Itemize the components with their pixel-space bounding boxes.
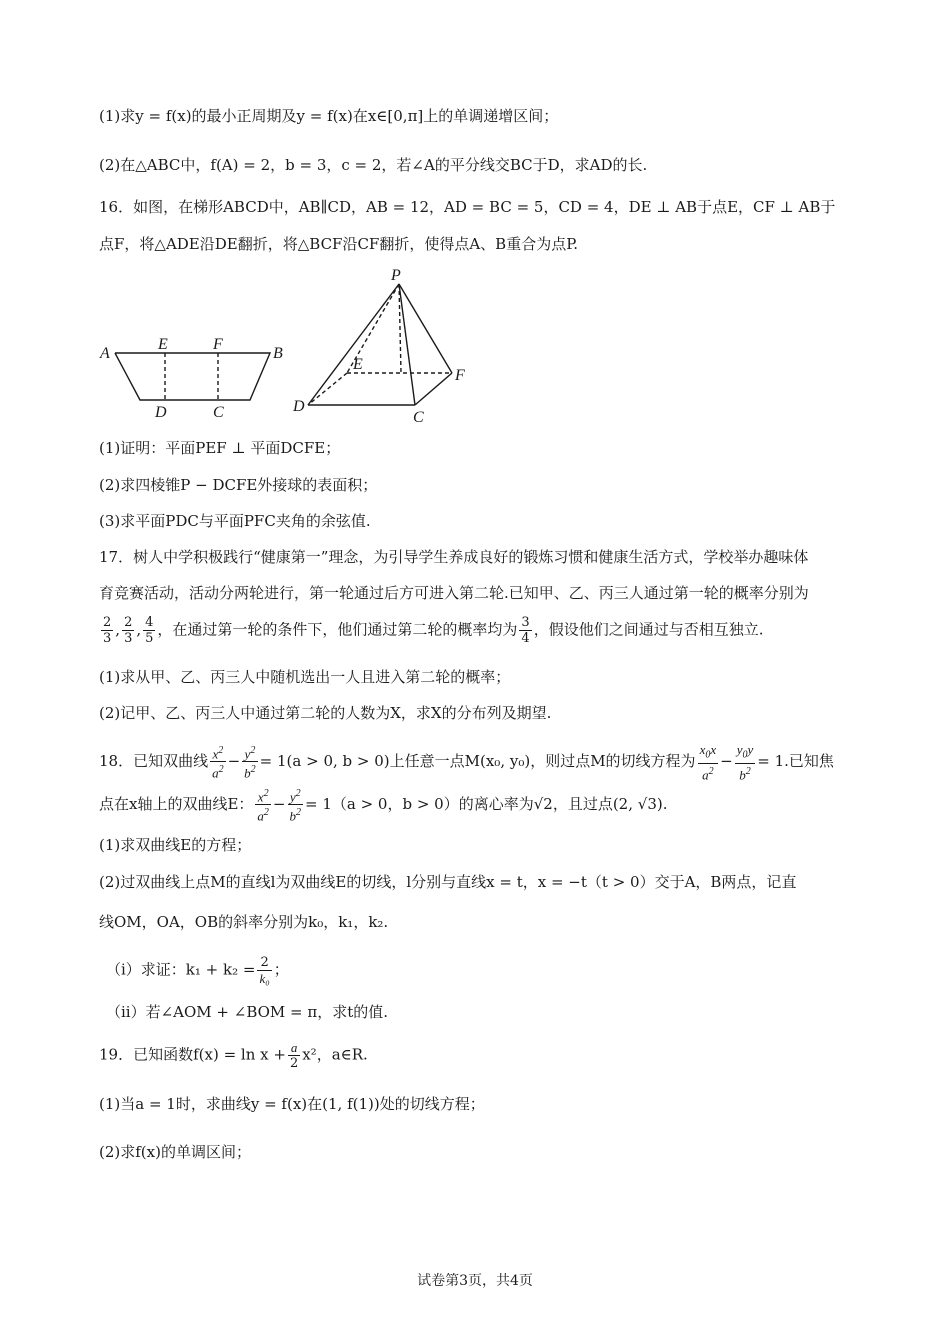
tangent-x-term: $\frac{x_0x}{a^2}$ bbox=[699, 742, 717, 782]
q18-part1: (1)求双曲线E的方程； bbox=[99, 836, 252, 854]
label-A: A bbox=[100, 345, 110, 362]
label-B: B bbox=[273, 345, 283, 362]
label-D-pyramid: D bbox=[293, 398, 305, 415]
q16-stem-line2: 点F，将△ADE沿DE翻折，将△BCF沿CF翻折，使得点A、B重合为点P. bbox=[99, 235, 579, 253]
label-E: E bbox=[158, 336, 168, 353]
fraction-2: $\frac{2}{3}$ bbox=[124, 615, 133, 646]
fraction-1: $\frac{2}{3}$ bbox=[103, 615, 112, 646]
q16-figure bbox=[95, 262, 485, 432]
q17-part1: (1)求从甲、乙、丙三人中随机选出一人且进入第二轮的概率； bbox=[99, 668, 511, 686]
label-F: F bbox=[213, 336, 223, 353]
q18-stem-line2: 点在x轴上的双曲线E： $\frac{x^2}{a^2}$ − $\frac{y^2}{b^2}$ = 1（a > 0，b > 0）的离心率为√2，且过点(2, √3). bbox=[99, 788, 668, 824]
q15-part1: (1)求y = f(x)的最小正周期及y = f(x)在x∈[0,π]上的单调递增区间； bbox=[99, 107, 559, 125]
hyperbola-e-x-term: $\frac{x^2}{a^2}$ bbox=[257, 788, 269, 824]
label-C: C bbox=[213, 404, 224, 421]
q19-stem: 19．已知函数f(x) = ln x + $\frac{a}{2}$ x²，a∈R. bbox=[99, 1040, 368, 1071]
label-F-pyramid: F bbox=[455, 367, 465, 384]
page-footer: 试卷第3页，共4页 bbox=[417, 1273, 533, 1289]
q17-stem-line2: 育竞赛活动，活动分两轮进行，第一轮通过后方可进入第二轮.已知甲、乙、丙三人通过第一轮的概率分别为 bbox=[99, 584, 809, 602]
hyperbola-e-y-term: $\frac{y^2}{b^2}$ bbox=[289, 788, 301, 824]
q18-subpart-i: （i）求证：k₁ + k₂ = $\frac{2}{\text{k₀}}$ ； bbox=[106, 955, 289, 986]
q15-part2: (2)在△ABC中，f(A) = 2，b = 3，c = 2，若∠A的平分线交BC于D，求AD的长. bbox=[99, 156, 648, 174]
label-C-pyramid: C bbox=[413, 409, 424, 426]
q16-stem-line1: 16．如图，在梯形ABCD中，AB∥CD，AB = 12，AD = BC = 5，CD = 4，DE ⊥ AB于点E，CF ⊥ AB于 bbox=[99, 198, 836, 216]
q16-part2: (2)求四棱锥P − DCFE外接球的表面积； bbox=[99, 476, 378, 494]
label-P: P bbox=[391, 267, 401, 284]
q18-stem-line1: 18．已知双曲线 $\frac{x^2}{a^2}$ − $\frac{y^2}{b^2}$ = 1(a > 0, b > 0)上任意一点M(x₀, y₀)，则过点M的切线方程为 $\frac{x_0x}{a^2}$ − $\frac{y_0y}{b^2}$ = 1.已知焦 bbox=[99, 742, 834, 782]
q18-part2-line2: 线OM，OA，OB的斜率分别为k₀，k₁，k₂. bbox=[99, 913, 389, 931]
q17-stem-line3: $\frac{2}{3}$ , $\frac{2}{3}$ , $\frac{4}{5}$ ，在通过第一轮的条件下，他们通过第二轮的概率均为 $\frac{3}{4}$ ，假设他们之间通过与否相互独立. bbox=[103, 615, 764, 646]
hyperbola-y-term: $\frac{y^2}{b^2}$ bbox=[244, 745, 256, 781]
q19-part2: (2)求f(x)的单调区间； bbox=[99, 1143, 251, 1161]
fraction-a-over-2: $\frac{a}{2}$ bbox=[289, 1040, 299, 1071]
q19-part1: (1)当a = 1时，求曲线y = f(x)在(1, f(1))处的切线方程； bbox=[99, 1095, 485, 1113]
q18-part2-line1: (2)过双曲线上点M的直线l为双曲线E的切线，l分别与直线x = t，x = −t（t > 0）交于A，B两点，记直 bbox=[99, 873, 797, 891]
pyramid-figure bbox=[308, 284, 452, 405]
fraction-3: $\frac{4}{5}$ bbox=[145, 615, 154, 646]
fraction-4: $\frac{3}{4}$ bbox=[521, 615, 530, 646]
q16-part1: (1)证明：平面PEF ⊥ 平面DCFE； bbox=[99, 439, 341, 457]
hyperbola-x-term: $\frac{x^2}{a^2}$ bbox=[212, 745, 224, 781]
label-D: D bbox=[155, 404, 167, 421]
trapezoid-figure bbox=[115, 353, 270, 400]
label-E-pyramid: E bbox=[353, 356, 363, 373]
fraction-2-over-k0: $\frac{2}{\text{k₀}}$ bbox=[259, 955, 270, 986]
q17-part2: (2)记甲、乙、丙三人中通过第二轮的人数为X，求X的分布列及期望. bbox=[99, 704, 552, 722]
q18-subpart-ii: （ii）若∠AOM + ∠BOM = π，求t的值. bbox=[106, 1003, 389, 1021]
q16-part3: (3)求平面PDC与平面PFC夹角的余弦值. bbox=[99, 512, 371, 530]
tangent-y-term: $\frac{y_0y}{b^2}$ bbox=[736, 742, 754, 782]
q17-stem-line1: 17．树人中学积极践行“健康第一”理念，为引导学生养成良好的锻炼习惯和健康生活方式，学校举办趣味体 bbox=[99, 548, 809, 566]
